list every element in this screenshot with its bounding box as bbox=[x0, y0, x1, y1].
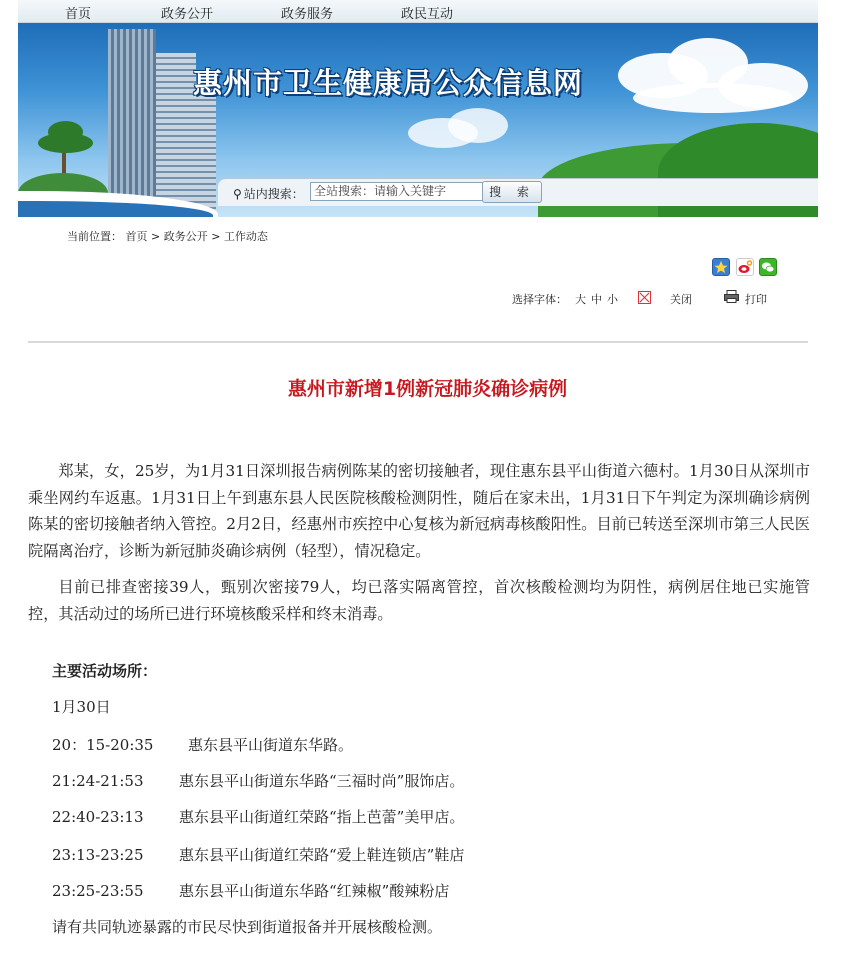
article-body bbox=[28, 458, 810, 627]
site-title: 惠州市卫生健康局公众信息网 bbox=[193, 66, 584, 100]
nav-item-home[interactable]: 首页 bbox=[65, 7, 92, 22]
search-button[interactable]: 搜 索 bbox=[482, 181, 542, 203]
print-button[interactable]: 打印 bbox=[745, 293, 767, 306]
breadcrumb-work-news[interactable]: 工作动态 bbox=[223, 230, 268, 243]
activity-place: 惠东县平山街道东华路。 bbox=[188, 736, 354, 754]
building bbox=[156, 53, 196, 213]
breadcrumb: 当前位置： 首页 > 政务公开 > 工作动态 bbox=[67, 230, 268, 243]
search-bar bbox=[218, 178, 818, 206]
activity-place: 惠东县平山街道东华路“红辣椒”酸辣粉店 bbox=[179, 882, 450, 900]
top-nav bbox=[18, 0, 818, 23]
cloud bbox=[448, 108, 508, 143]
activity-row bbox=[52, 880, 449, 901]
article-title: 惠州市新增1例新冠肺炎确诊病例 bbox=[287, 378, 568, 400]
activity-row bbox=[52, 806, 464, 827]
article-paragraph: 目前已排查密接39人，甄别次密接79人，均已落实隔离管控，首次核酸检测均为阴性，病例居住地已实施管控，其活动过的场所已进行环境核酸采样和终末消毒。 bbox=[28, 578, 810, 623]
font-small-button[interactable]: 小 bbox=[607, 293, 618, 306]
breadcrumb-home[interactable]: 首页 bbox=[125, 230, 148, 243]
activity-place: 惠东县平山街道东华路“三福时尚”服饰店。 bbox=[179, 772, 465, 790]
section-heading: 主要活动场所： bbox=[52, 662, 158, 680]
activity-time: 20：15-20:35 bbox=[52, 736, 154, 754]
site-banner bbox=[18, 23, 818, 217]
nav-item-interaction[interactable]: 政民互动 bbox=[401, 7, 454, 22]
activity-place: 惠东县平山街道红荣路“爱上鞋连锁店”鞋店 bbox=[179, 846, 465, 864]
font-large-button[interactable]: 大 bbox=[575, 293, 586, 306]
nav-item-services[interactable]: 政务服务 bbox=[281, 7, 334, 22]
nav-item-government-affairs[interactable]: 政务公开 bbox=[161, 7, 214, 22]
close-icon[interactable] bbox=[638, 291, 651, 304]
activity-row bbox=[52, 770, 464, 791]
activity-time: 22:40-23:13 bbox=[52, 808, 144, 826]
article-paragraph: 郑某，女，25岁，为1月31日深圳报告病例陈某的密切接触者，现住惠东县平山街道六德村。1月30日从深圳市乘坐网约车返惠。1月31日上午到惠东县人民医院核酸检测阴性，随后在家未出，1月31日下午判定为深圳确诊病例陈某的密切接触者纳入管控。2月2日，经惠州市疾控中心复核为新冠病毒核酸阳性。目前已转送至深圳市第三人民医院隔离治疗，诊断为新冠肺炎确诊病例（轻型），情况稳定。 bbox=[28, 462, 810, 560]
cloud bbox=[633, 83, 793, 113]
font-size-label: 选择字体： bbox=[512, 293, 567, 306]
divider bbox=[28, 341, 808, 343]
share-qzone-icon[interactable] bbox=[712, 258, 730, 276]
breadcrumb-government-affairs[interactable]: 政务公开 bbox=[163, 230, 208, 243]
search-input[interactable]: 全站搜索：请输入关键字 bbox=[310, 182, 488, 201]
activity-row bbox=[52, 844, 464, 865]
activity-place: 惠东县平山街道红荣路“指上芭蕾”美甲店。 bbox=[179, 808, 465, 826]
print-icon[interactable] bbox=[724, 290, 739, 306]
activity-time: 23:25-23:55 bbox=[52, 882, 144, 900]
activity-row bbox=[52, 734, 353, 755]
building bbox=[194, 83, 216, 213]
search-label: ⚲ 站内搜索： bbox=[233, 187, 304, 201]
close-button[interactable]: 关闭 bbox=[670, 293, 692, 306]
activity-time: 21:24-21:53 bbox=[52, 772, 144, 790]
share-wechat-icon[interactable] bbox=[759, 258, 777, 276]
building bbox=[108, 29, 156, 209]
share-weibo-icon[interactable] bbox=[736, 258, 754, 276]
search-icon: ⚲ bbox=[233, 187, 242, 201]
closing-note: 请有共同轨迹暴露的市民尽快到街道报备并开展核酸检测。 bbox=[52, 918, 443, 936]
font-medium-button[interactable]: 中 bbox=[591, 293, 602, 306]
palm-leaf bbox=[48, 121, 83, 143]
activity-date: 1月30日 bbox=[52, 698, 111, 716]
activity-time: 23:13-23:25 bbox=[52, 846, 144, 864]
